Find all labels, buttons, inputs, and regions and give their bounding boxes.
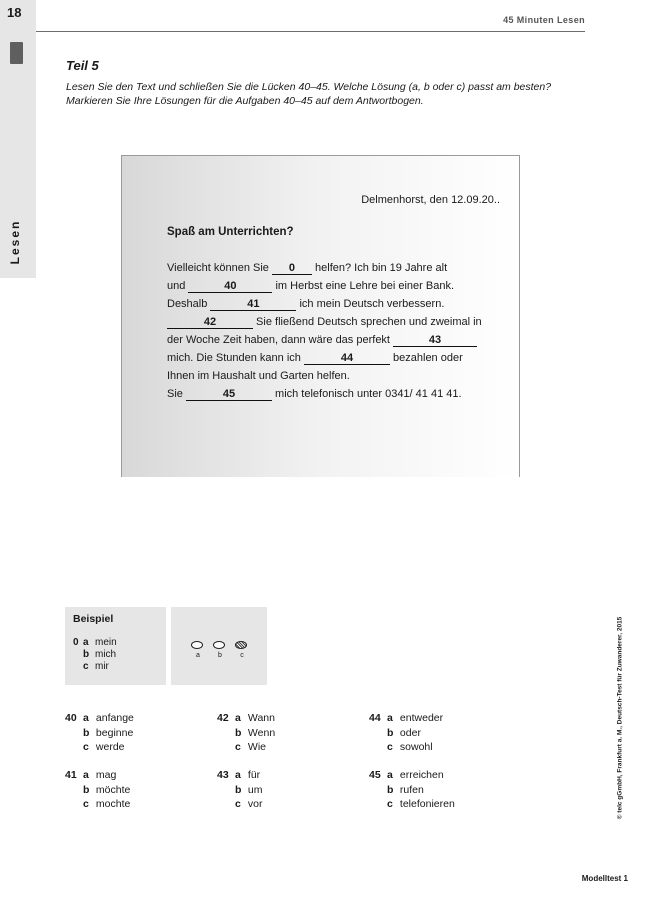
page-number: 18 [7, 5, 22, 20]
letter-date: Delmenhorst, den 12.09.20.. [361, 194, 500, 206]
gap-42: 42 [167, 316, 253, 329]
example-box [65, 607, 166, 685]
example-options [73, 637, 117, 673]
letter-line: Deshalb 41 ich mein Deutsch verbessern. [167, 298, 445, 310]
gap-0: 0 [272, 262, 312, 275]
example-option: c mir [83, 661, 109, 672]
section-side-label-text: Lesen [8, 219, 22, 265]
gap-41: 41 [210, 298, 296, 311]
answer-bubble-b [213, 641, 225, 649]
task-title: Teil 5 [66, 58, 99, 73]
book-icon [10, 42, 23, 64]
example-title: Beispiel [73, 613, 114, 625]
answer-bubble-a [191, 641, 203, 649]
question-41: 41 a mag b möchte c mochte [65, 769, 131, 810]
example-option: b mich [83, 649, 117, 660]
bubble-label: a [196, 652, 200, 659]
footer-label: Modelltest 1 [581, 874, 628, 883]
section-side-label [6, 218, 24, 266]
gap-45: 45 [186, 388, 272, 401]
example-answer-bubbles [171, 607, 267, 685]
gap-44: 44 [304, 352, 390, 365]
letter-line: 42 Sie fließend Deutsch sprechen und zweimal in [167, 313, 507, 331]
question-44: 44 a entweder b oder c sowohl [369, 712, 444, 753]
letter-line: der Woche Zeit haben, dann wäre das perfekt 43 [167, 331, 507, 349]
question-42: 42 a Wann b Wenn c Wie [217, 712, 276, 753]
question-45: 45 a erreichen b rufen c telefonieren [369, 769, 455, 810]
gap-40: 40 [188, 280, 272, 293]
letter-box [121, 155, 520, 477]
copyright-text: © telc gGmbH, Frankfurt a. M., Deutsch-Test für Zuwanderer, 2015 [616, 616, 624, 820]
instruction-line-2: Markieren Sie Ihre Lösungen für die Aufgaben 40–45 auf dem Antwortbogen. [66, 95, 424, 107]
question-43: 43 a für b um c vor [217, 769, 263, 810]
answer-bubble-c-filled [235, 641, 247, 649]
letter-title: Spaß am Unterrichten? [167, 226, 294, 238]
letter-line: Sie 45 mich telefonisch unter 0341/ 41 41 41. [167, 388, 462, 400]
header-title: 45 Minuten Lesen [503, 15, 585, 25]
question-40: 40 a anfange b beginne c werde [65, 712, 134, 753]
letter-line: Ihnen im Haushalt und Garten helfen. [167, 370, 350, 382]
header-divider [36, 31, 585, 32]
bubble-label: c [240, 652, 244, 659]
instruction-line-1: Lesen Sie den Text und schließen Sie die Lücken 40–45. Welche Lösung (a, b oder c) passt am besten? [66, 81, 552, 93]
gap-43: 43 [393, 334, 477, 347]
letter-line: mich. Die Stunden kann ich 44 bezahlen oder [167, 352, 463, 364]
letter-line: und 40 im Herbst eine Lehre bei einer Bank. [167, 280, 455, 292]
letter-body [167, 259, 507, 403]
example-option: 0 a mein [73, 637, 117, 648]
letter-line: Vielleicht können Sie 0 helfen? Ich bin 19 Jahre alt [167, 262, 448, 274]
side-strip [0, 0, 36, 278]
task-instructions [66, 80, 586, 108]
bubble-label: b [218, 652, 222, 659]
copyright-note [614, 618, 626, 818]
